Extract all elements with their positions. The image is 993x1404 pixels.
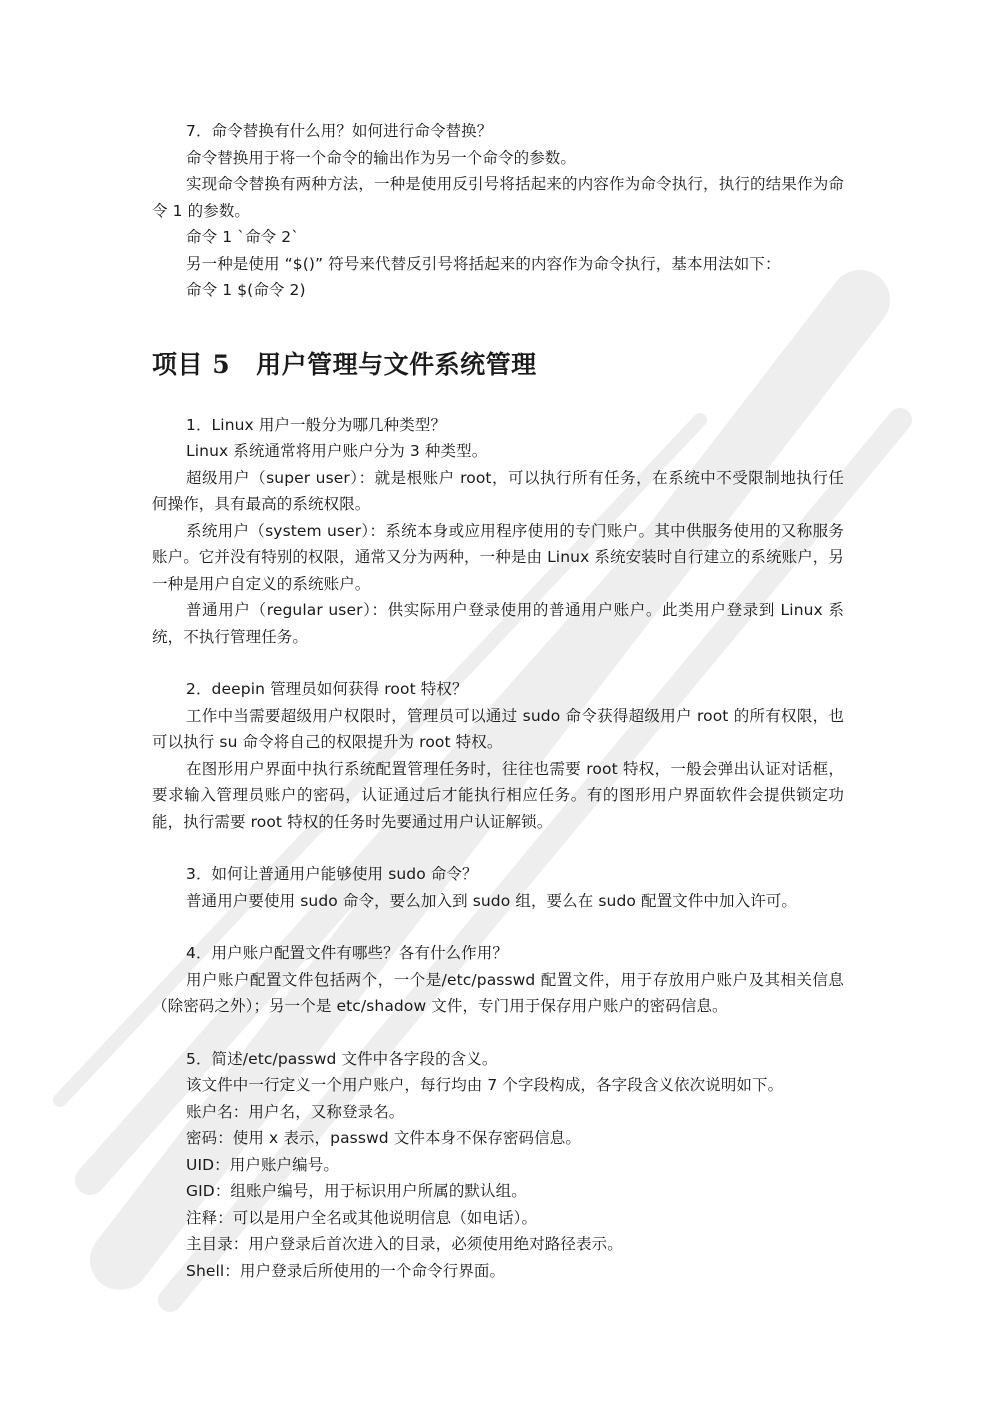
question-1-title: 1．Linux 用户一般分为哪几种类型？ <box>186 415 447 434</box>
question-5-answer-line: Shell：用户登录后所使用的一个命令行界面。 <box>186 1261 506 1280</box>
section-spacer <box>152 1020 844 1046</box>
question-3-title: 3．如何让普通用户能够使用 sudo 命令？ <box>186 865 478 883</box>
question-5-answer-line: 账户名：用户名，又称登录名。 <box>186 1102 405 1121</box>
section-spacer <box>152 914 844 940</box>
section-spacer <box>152 650 844 676</box>
question-1-answer-line: 普通用户（regular user）：供实际用户登录使用的普通用户账户。此类用户登录到 Linux 系统，不执行管理任务。 <box>152 601 844 646</box>
question-3-section <box>152 861 844 914</box>
question-7-answer-line: 命令 1 $(命令 2) <box>186 281 306 299</box>
question-7-answer-line: 命令替换用于将一个命令的输出作为另一个命令的参数。 <box>186 148 577 167</box>
question-5-answer-line: UID：用户账户编号。 <box>186 1155 339 1174</box>
question-7-answer-line: 命令 1 `命令 2` <box>186 228 300 246</box>
chapter-number: 项目 5 <box>152 349 231 379</box>
question-1-answer-line: Linux 系统通常将用户账户分为 3 种类型。 <box>186 442 488 460</box>
page-content <box>152 118 844 1284</box>
question-5-answer-line: 注释：可以是用户全名或其他说明信息（如电话）。 <box>186 1208 538 1227</box>
question-1-answer-line: 超级用户（super user）：就是根账户 root，可以执行所有任务，在系统中不受限制地执行任何操作，具有最高的系统权限。 <box>152 468 844 513</box>
question-2-answer-line: 在图形用户界面中执行系统配置管理任务时，往往也需要 root 特权，一般会弹出认证对话框，要求输入管理员账户的密码，认证通过后才能执行相应任务。有的图形用户界面软件会提供锁定功能，执行需要 root 特权的任务时先要通过用户认证解锁。 <box>152 759 844 831</box>
question-7-answer-line: 实现命令替换有两种方法，一种是使用反引号将括起来的内容作为命令执行，执行的结果作为命令 1 的参数。 <box>152 175 844 220</box>
chapter-heading <box>152 348 844 382</box>
question-5-title: 5．简述/etc/passwd 文件中各字段的含义。 <box>186 1049 498 1068</box>
question-2-section <box>152 676 844 835</box>
section-spacer <box>152 835 844 861</box>
question-5-answer-line: 该文件中一行定义一个用户账户，每行均由 7 个字段构成，各字段含义依次说明如下。 <box>186 1076 784 1094</box>
question-2-answer-line: 工作中当需要超级用户权限时，管理员可以通过 sudo 命令获得超级用户 root 的所有权限，也可以执行 su 命令将自己的权限提升为 root 特权。 <box>152 706 844 751</box>
question-5-section <box>152 1046 844 1285</box>
question-2-title: 2．deepin 管理员如何获得 root 特权？ <box>186 680 468 698</box>
question-7-section <box>152 118 844 304</box>
question-1-section <box>152 412 844 651</box>
question-7-answer-line: 另一种是使用 “$()” 符号来代替反引号将括起来的内容作为命令执行，基本用法如下： <box>186 254 781 273</box>
question-5-answer-line: 密码：使用 x 表示，passwd 文件本身不保存密码信息。 <box>186 1129 581 1147</box>
question-5-answer-line: 主目录：用户登录后首次进入的目录，必须使用绝对路径表示。 <box>186 1235 623 1253</box>
chapter-title: 用户管理与文件系统管理 <box>256 349 537 379</box>
question-4-title: 4．用户账户配置文件有哪些？各有什么作用？ <box>186 944 508 962</box>
question-5-answer-line: GID：组账户编号，用于标识用户所属的默认组。 <box>186 1182 527 1200</box>
question-1-answer-line: 系统用户（system user）：系统本身或应用程序使用的专门账户。其中供服务使用的又称服务账户。它并没有特别的权限，通常又分为两种，一种是由 Linux 系统安装时自行建立的系统账户，另一种是用户自定义的系统账户。 <box>152 521 844 593</box>
question-7-title: 7．命令替换有什么用？如何进行命令替换？ <box>186 122 493 140</box>
question-4-answer-line: 用户账户配置文件包括两个，一个是/etc/passwd 配置文件，用于存放用户账户及其相关信息（除密码之外）；另一个是 etc/shadow 文件，专门用于保存用户账户的密码信息。 <box>152 970 844 1015</box>
question-3-answer-line: 普通用户要使用 sudo 命令，要么加入到 sudo 组，要么在 sudo 配置文件中加入许可。 <box>186 891 798 910</box>
question-4-section <box>152 940 844 1020</box>
